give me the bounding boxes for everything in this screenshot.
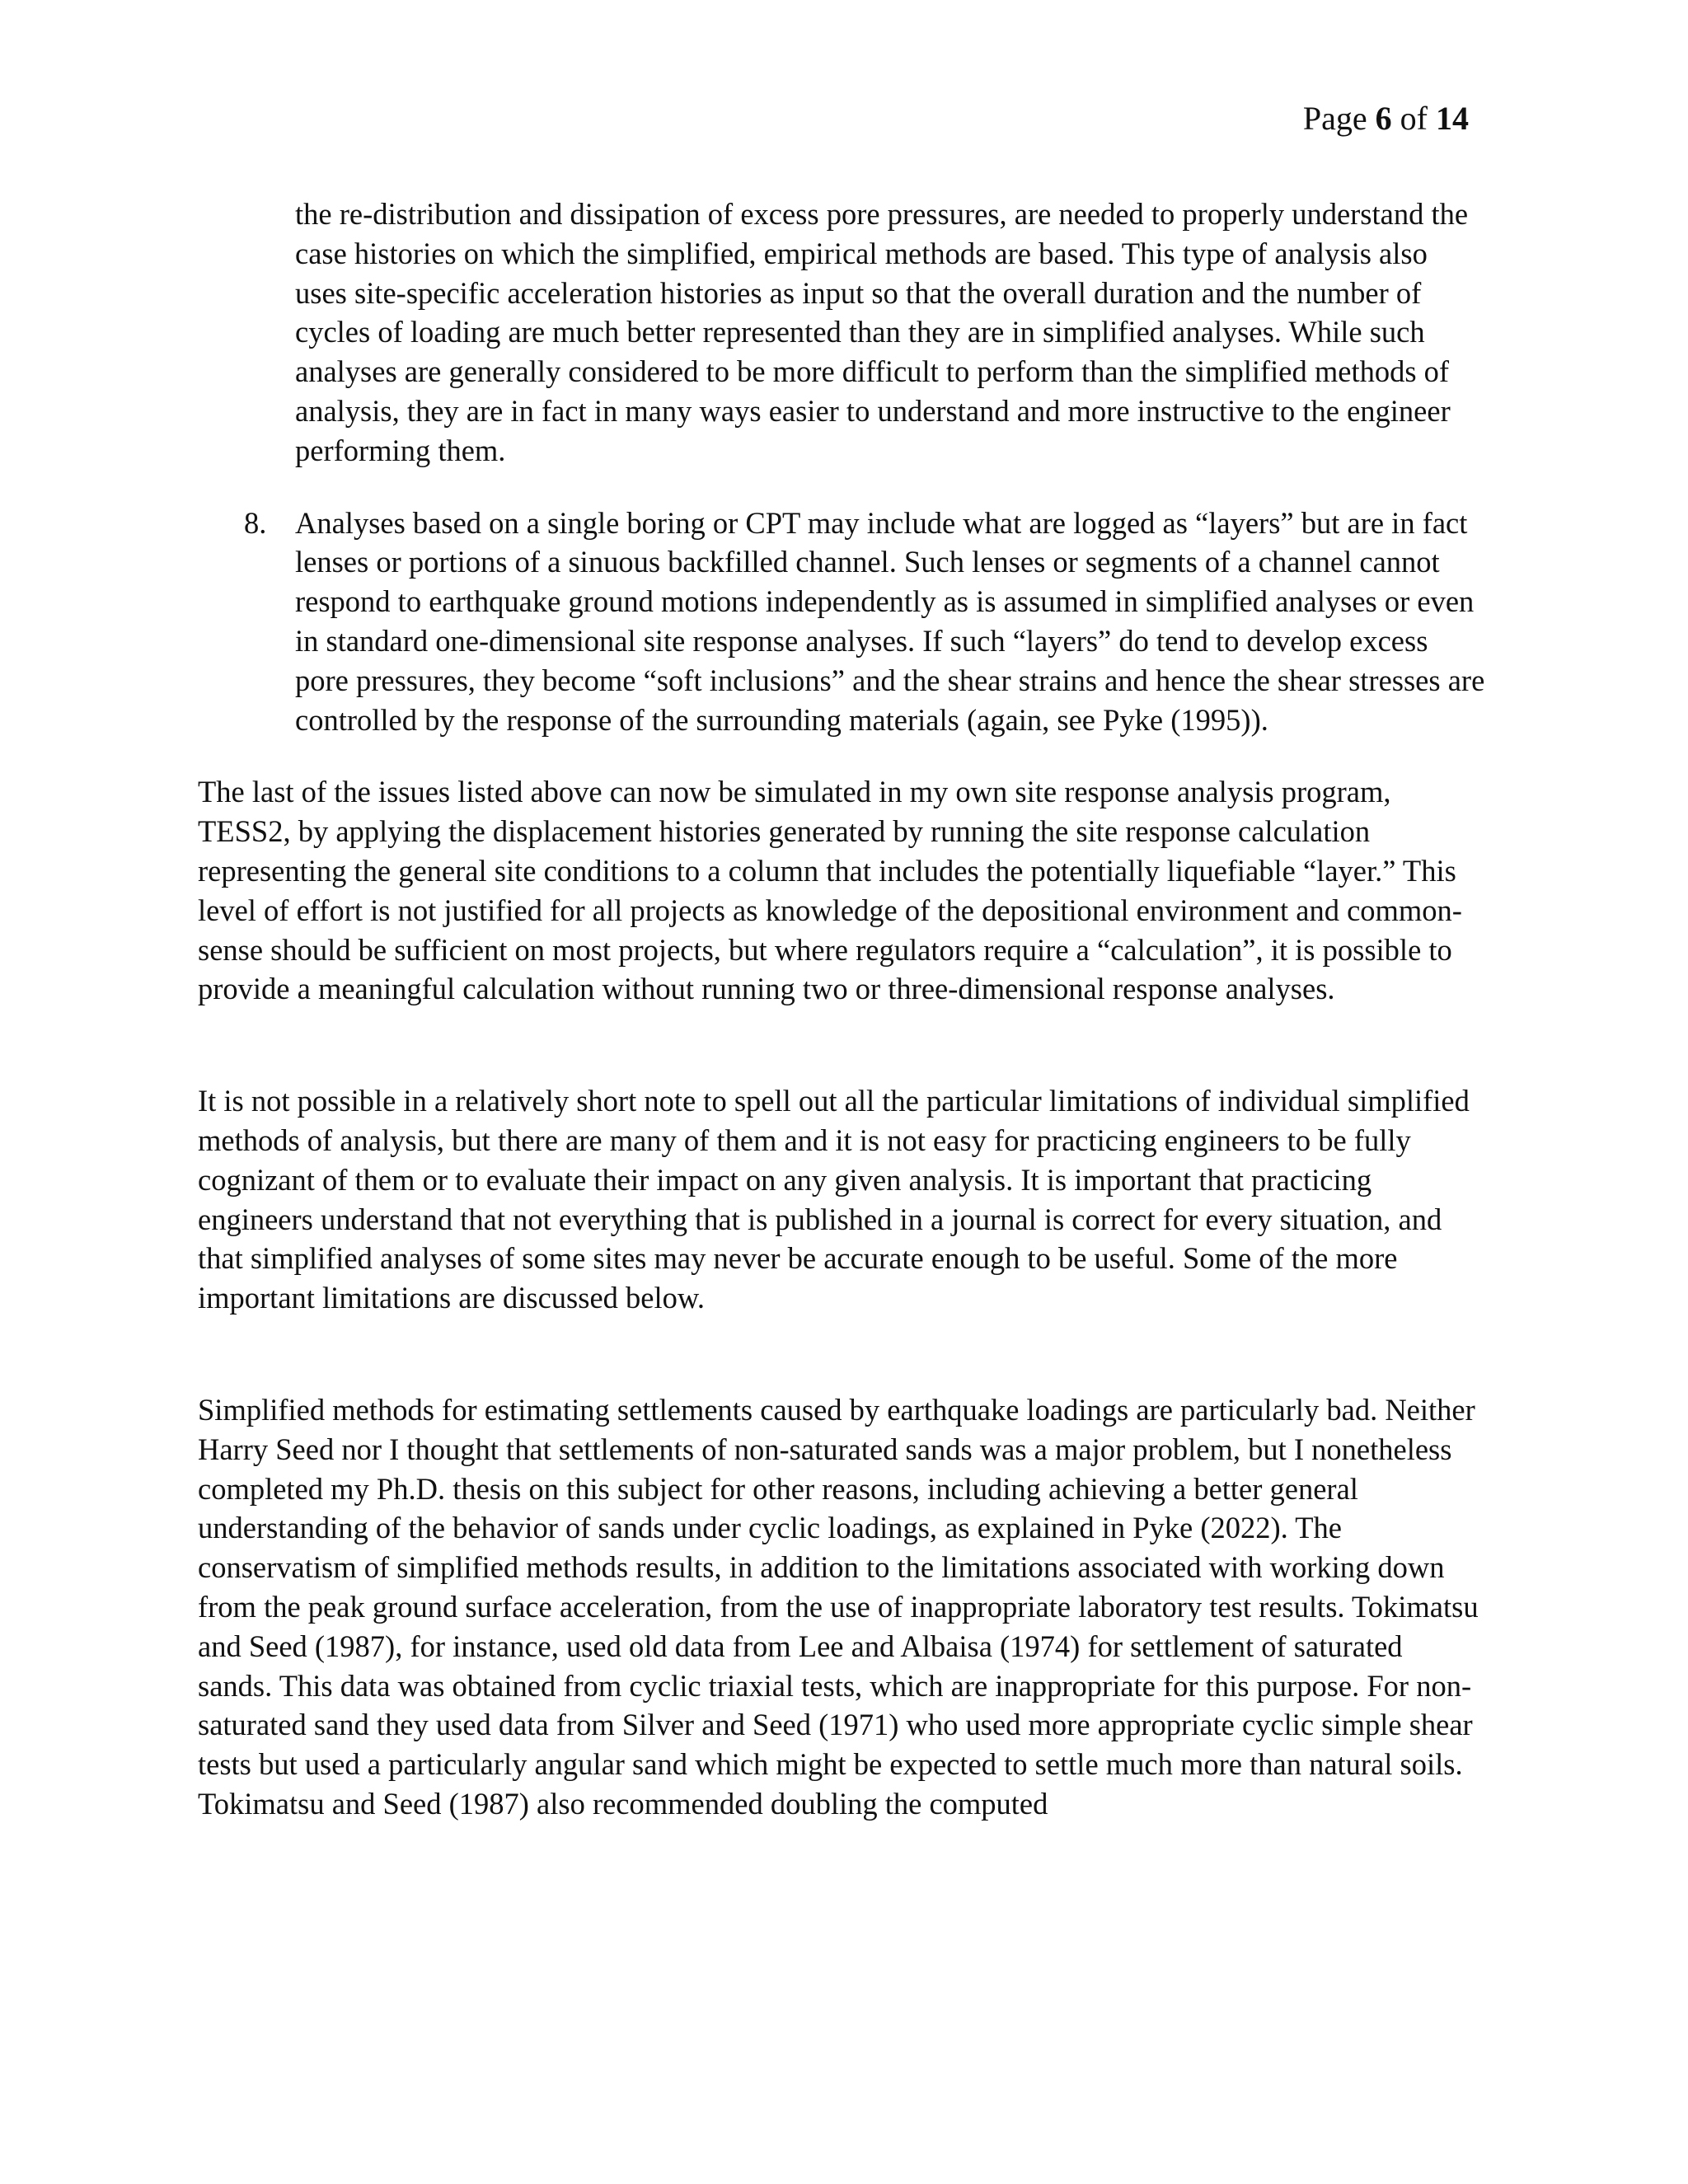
continued-paragraph: the re-distribution and dissipation of excess pore pressures, are needed to properly understand the case histories on which the simplified, empirical methods are based. This type of analysis also uses site-specific acceleration histories as input so that the overall duration and the number of cycles of loading are much better represented than they are in simplified analyses. While such analyses are generally considered to be more difficult to perform than the simplified methods of analysis, they are in fact in many ways easier to understand and more instructive to the engineer performing them. <box>295 197 1469 467</box>
page-number <box>1303 96 1469 142</box>
page-of: of <box>1400 100 1428 137</box>
list-item-text: Analyses based on a single boring or CPT may include what are logged as “layers” but are in fact lenses or portions of a sinuous backfilled channel. Such lenses or segments of a channel cannot respond to earthquake ground motions independently as is assumed in simplified analyses or even in standard one-dimensional site response analyses. If such “layers” do tend to develop excess pore pressures, they become “soft inclusions” and the shear strains and hence the shear stresses are controlled by the response of the surrounding materials (again, see Pyke (1995)). <box>295 505 1485 737</box>
paragraph-tess2: The last of the issues listed above can now be simulated in my own site response analysis program, TESS2, by applying the displacement histories generated by running the site response calculation representing the general site conditions to a column that includes the potentially liquefiable “layer.” This level of effort is not justified for all projects as knowledge of the depositional environment and common-sense should be sufficient on most projects, but where regulators require a “calculation”, it is possible to provide a meaningful calculation without running two or three-dimensional response analyses. <box>198 775 1462 1006</box>
total-pages: 14 <box>1436 100 1469 137</box>
list-number: 8. <box>244 505 267 540</box>
list-item-8 <box>244 504 1485 740</box>
paragraph-limitations: It is not possible in a relatively short note to spell out all the particular limitations of individual simplified methods of analysis, but there are many of them and it is not easy for practicing engineers to be fully cognizant of them or to evaluate their impact on any given analysis. It is important that practicing engineers understand that not everything that is published in a journal is correct for every situation, and that simplified analyses of some sites may never be accurate enough to be useful. Some of the more important limitations are discussed below. <box>198 1084 1470 1315</box>
page-body <box>198 194 1484 1824</box>
page-label: Page <box>1302 100 1367 137</box>
paragraph-settlements: Simplified methods for estimating settlements caused by earthquake loadings are particularly bad. Neither Harry Seed nor I thought that settlements of non-saturated sands was a major problem, but I nonetheless completed my Ph.D. thesis on this subject for other reasons, including achieving a better general understanding of the behavior of sands under cyclic loadings, as explained in Pyke (2022). The conservatism of simplified methods results, in addition to the limitations associated with working down from the peak ground surface acceleration, from the use of inappropriate laboratory test results. Tokimatsu and Seed (1987), for instance, used old data from Lee and Albaisa (1974) for settlement of saturated sands. This data was obtained from cyclic triaxial tests, which are inappropriate for this purpose. For non-saturated sand they used data from Silver and Seed (1971) who used more appropriate cyclic simple shear tests but used a particularly angular sand which might be expected to settle much more than natural soils. Tokimatsu and Seed (1987) also recommended doubling the computed <box>198 1392 1479 1821</box>
current-page: 6 <box>1375 100 1392 137</box>
